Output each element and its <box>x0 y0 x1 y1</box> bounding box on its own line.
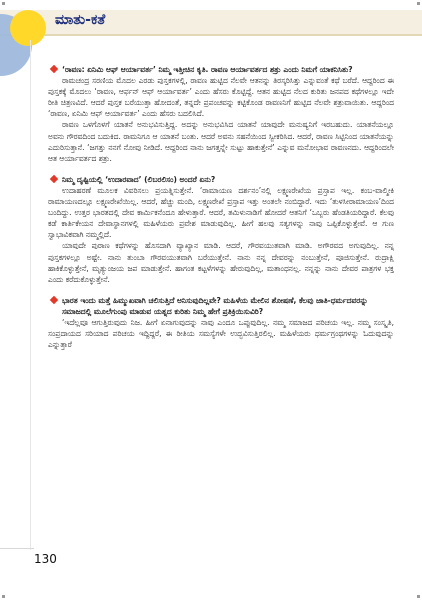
crop-mark <box>417 595 420 598</box>
diamond-bullet-icon <box>50 65 58 73</box>
answer-2-paragraph-2: ಯಾವುದೇ ಪುರಾಣ ಕಥೆಗಳನ್ನು ಹೊಸದಾಗಿ ವ್ಯಾಖ್ಯಾನ ಮಾಡಿ. ಆದರೆ, ಗೌರವಯುತವಾಗಿ ಮಾಡಿ. ಅಗೌರವದ ಅಗುವುದಿಲ್ಲ. ನನ್ನ ಪುಸ್ತಕಗಳಲ್ಲೂ ಅಷ್ಟೇ. ನಾನು ತುಂಬಾ ಗೌರವಯುತವಾಗಿ ಬರೆಯುತ್ತೇನೆ. ನಾನು ನನ್ನ ದೇವರನ್ನು ನಂಬುತ್ತೇನೆ, ಪೂಜಿಸುತ್ತೇನೆ. ರುದ್ರಾಕ್ಷಿ ಹಾಕಿಕೊಳ್ಳುತ್ತೇನೆ, ಮೃತ್ಯುಂಜಯ ಜಪ ಮಾಡುತ್ತೇನೆ. ಹಾಗಂತ ಕಟ್ಟಳೆಗಳನ್ನು ಹೇರುವುದಿಲ್ಲ, ಮತಾಂಧನಲ್ಲ. ನನ್ನನ್ನು ನಾನು ದೇವರ ಪಾತ್ರಗಳ ಭಕ್ತ ಎಂದು ಕರೆದುಕೊಳ್ಳುತ್ತೇನೆ. <box>48 241 394 284</box>
answer-2-paragraph-1: ಉದಾಹರಣೆ ಮೂಲಕ ವಿವರಿಸಲು ಪ್ರಯತ್ನಿಸುತ್ತೇನೆ. ‘ರಾಮಾಯಣ ದರ್ಶನಂ’ನಲ್ಲಿ ಲಕ್ಷ್ಮಣರೇಖೆಯ ಪ್ರಸ್ತಾಪ ಇಲ್ಲ. ಕಂಬ-ವಾಲ್ಮೀಕಿ ರಾಮಾಯಣದಲ್ಲೂ ಲಕ್ಷ್ಮಣರೇಖೆಯಿಲ್ಲ. ಆದರೆ, ಹೆಚ್ಚು ಮಂದಿ, ಲಕ್ಷ್ಮಣರೇಖೆ ಪ್ರಸ್ತಾಪ ಇತ್ತು ಅಂತಲೇ ನಂಬಿದ್ದಾರೆ. ಇದು ‘ತುಳಸೀರಾಮಾಯಣ’ದಿಂದ ಬಂದಿದ್ದು. ಉತ್ತರ ಭಾರತದಲ್ಲಿ ದೇವ ಕಾರ್ಮಿಕನೆಂದೂ ಹೇಳುತ್ತಾರೆ. ಆದರೆ, ತಮಿಳುನಾಡಿಗೆ ಹೋದರೆ ಆತನಿಗೆ ‘ಒಬ್ಬರು ಹೆಂಡತಿಯರಿದ್ದಾರೆ. ಕೆಲವು ಕಡೆ ಕಾರ್ತಿಕೇಯನ ದೇವಾಸ್ಥಾನಗಳಲ್ಲಿ ಮಹಿಳೆಯರು ಪ್ರವೇಶ ಮಾಡುವುದಿಲ್ಲ. ಹೀಗೆ ಹಲವು ಸತ್ಯಗಳನ್ನು ನಾವು ಒಪ್ಪಿಕೊಳ್ಳುತ್ತೇವೆ. ಆ ಗುಣ ಸ್ವಾಭಾವಿಕವಾಗಿ ನಮ್ಮಲ್ಲಿದೆ. <box>48 185 394 240</box>
section-title: ಮಾತು-ಕತೆ <box>55 12 106 28</box>
question-3-text: ಭಾರತ ಇಂದು ಮತ್ತೆ ಹಿಮ್ಮುಖವಾಗಿ ಚಲಿಸುತ್ತಿದೆ ಅನಿಸುವುದಿಲ್ಲವೇ? ಮಹಿಳೆಯ ಮೇಲಿನ ಶೋಷಣೆ, ಕೆಲವು ಜಾತಿ-ಧರ್ಮದವರನ್ನು ಸಮಾಜದಲ್ಲಿ ಮೂಲೆಗುಂಪು ಮಾಡುವ ಯತ್ನದ ಕುರಿತು ನಿಮ್ಮ ಹೇಗೆ ಪ್ರತಿಕ್ರಿಯಿಸುವಿರಿ? <box>62 295 368 316</box>
question-2 <box>48 174 394 185</box>
answer-1-paragraph-2: ರಾವಣ ಒಳಗೊಳಗೆ ಯಾತನೆ ಅನುಭವಿಸುತ್ತಿದ್ದ. ಅದನ್ನು ಅನುಭವಿಸಿದ ಯಾತನೆ ಯಾವುದೇ ಮನುಷ್ಯನಿಗೆ ಇರಬಹುದು. ಯಾತನೆಯಲ್ಲೂ ಅವನು ಗೌರವದಿಂದ ಬದುಕಿದ. ರಾಮನಿಗೂ ಆ ಯಾತನೆ ಬಂತು. ಆದರೆ ಅವನು ಸಹನೆಯಿಂದ ಸ್ವೀಕರಿಸಿದ. ಆದರೆ, ರಾವಣ ಸಿಟ್ಟಿನಿಂದ ಯಾತನೆಯನ್ನು ಎದುರಿಸುತ್ತಾನೆ. ‘ಜಗತ್ತು ನನಗೆ ನೋವು ನೀಡಿದೆ. ಆದ್ದರಿಂದ ನಾನು ಜಗತ್ತನ್ನೇ ಸುಟ್ಟು ಹಾಕುತ್ತೇನೆ’ ಎನ್ನುವ ಮನೋಭಾವ ರಾವಣನದು. ಆದ್ದರಿಂದಲೇ ಆತ ಆರ್ಯಾವರ್ತದ ಶತ್ರು. <box>48 120 394 163</box>
header-divider <box>0 34 422 36</box>
crop-mark <box>417 2 420 5</box>
diamond-bullet-icon <box>50 175 58 183</box>
interview-content <box>48 64 394 350</box>
question-1-text: ‘ರಾವಣ: ಏನಿಮಿ ಆಫ್ ಆರ್ಯಾವರ್ತ’ ನಿಮ್ಮ ಇತ್ತೀಚಿನ ಕೃತಿ. ರಾವಣ ಆರ್ಯಾವರ್ತದ ಶತ್ರು ಎಂದು ನಿಮಗೆ ಯಾಕನಿಸಿತು? <box>62 65 353 74</box>
margin-line <box>30 40 31 550</box>
question-1 <box>48 64 394 75</box>
diamond-bullet-icon <box>50 296 58 304</box>
answer-3-paragraph-1: ‘ಇದೆಲ್ಲವೂ ಆಗುತ್ತಿರುವುದು ನಿಜ. ಹೀಗೆ ಏನಾಗುವುದನ್ನು ನಾವು ಎಂದೂ ಒಪ್ಪುವುದಿಲ್ಲ. ನಮ್ಮ ಸಮಾಜದ ಪರಿಚಯ ಇಲ್ಲ. ನಮ್ಮ ಸಂಸ್ಕೃತಿ, ಸಂಪ್ರದಾಯದ ಸರಿಯಾದ ಪರಿಚಯ ಇದ್ದಿದ್ದರೆ, ಈ ರೀತಿಯ ಸಮಸ್ಯೆಗಳೇ ಉದ್ಭವಿಸುತ್ತಿರಲಿಲ್ಲ. ಮಹಿಳೆಯರು ಧರ್ಮಗ್ರಂಥಗಳನ್ನು ಓದುವುದನ್ನು ಎನ್ನುತ್ತಾರೆ <box>48 317 394 350</box>
question-3 <box>48 295 394 317</box>
page-number: 130 <box>34 552 57 566</box>
crop-mark <box>2 595 5 598</box>
question-2-text: ನಿಮ್ಮ ದೃಷ್ಟಿಯಲ್ಲಿ ‘ಉದಾರವಾದ’ (ಲಿಬರಲಿಸಂ) ಅಂದರೆ ಏನು? <box>62 174 216 184</box>
footer-divider <box>0 548 34 549</box>
crop-mark <box>2 2 5 5</box>
answer-1-paragraph-1: ರಾಮಚಂದ್ರ ಸರಣಿಯ ಮೊದಲ ಎರಡು ಪುಸ್ತಕಗಳಲ್ಲಿ, ರಾವಣ ಹುಟ್ಟಿದ ನೆಲವೇ ಆತನನ್ನು ತಿರಸ್ಕರಿಸಿತ್ತು ಎನ್ನುವಂತೆ ಕಥೆ ಬರೆದೆ. ಆದ್ದರಿಂದ ಈ ಪುಸ್ತಕಕ್ಕೆ ಮೊದಲು ‘ರಾವಣ, ಆರ್ಫನ್ ಆಫ್ ಆರ್ಯಾವರ್ತ’ ಎಂದು ಹೆಸರು ಕೊಟ್ಟಿದ್ದೆ. ಆತನ ಹುಟ್ಟಿದ ನೆಲದ ಕುರಿತು ಜನಪದ ಕಥೆಗಳಲ್ಲೂ ಇದೇ ರೀತಿ ಚಿತ್ರಣವಿದೆ. ಆದರೆ ಪುಸ್ತಕ ಬರೆಯುತ್ತಾ ಹೋದಂತೆ, ತನ್ನದೇ ಪ್ರಪಂಚವನ್ನು ಕಟ್ಟಿಕೊಂಡ ರಾವಣನಿಗೆ ಹುಟ್ಟಿದ ನೆಲವೇ ಶತ್ರುವಾಯಿತು. ಆದ್ದರಿಂದ ‘ರಾವಣ, ಏನಿಮಿ ಆಫ್ ಆರ್ಯಾವರ್ತ’ ಎಂದು ಹೆಸರು ಬದಲಿಸಿದೆ. <box>48 76 394 119</box>
decorative-yellow-circle <box>10 10 46 46</box>
